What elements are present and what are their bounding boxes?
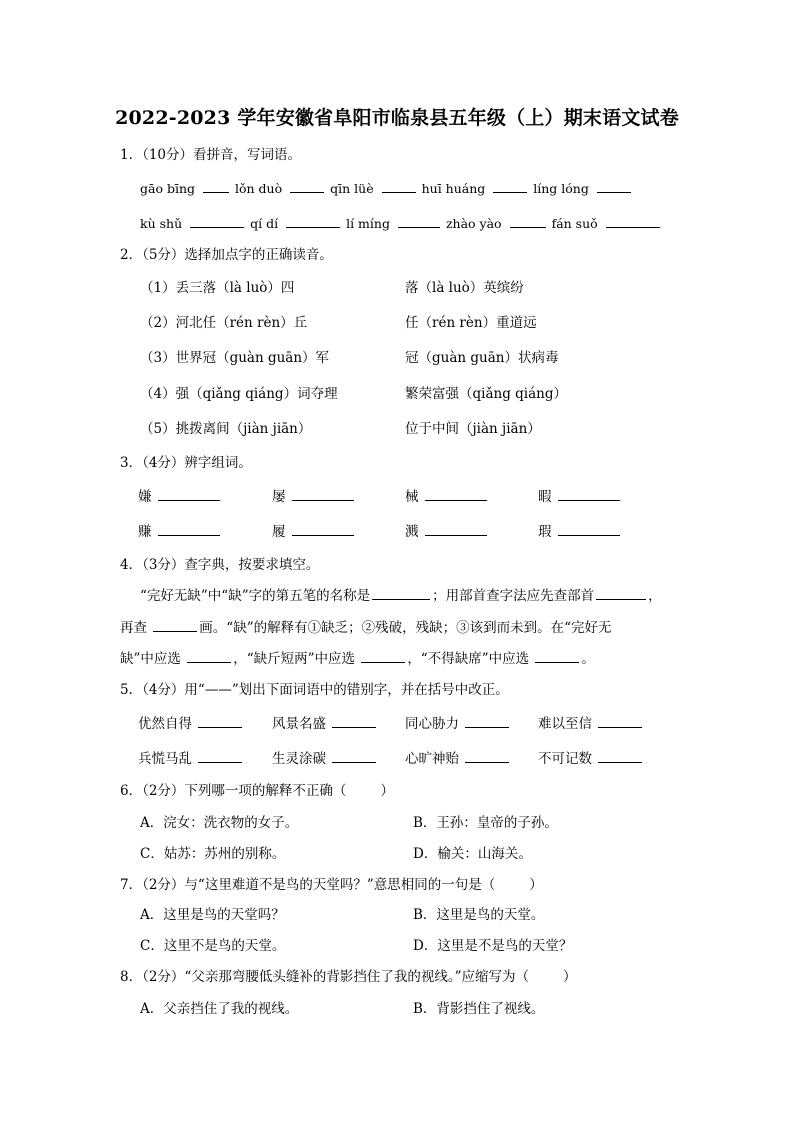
char: 械 <box>405 489 419 505</box>
question-6-stem <box>120 781 394 801</box>
option-a[interactable]: A．父亲挡住了我的视线。 <box>140 1001 299 1017</box>
question-2-item-right: 落（là luò）英缤纷 <box>405 280 524 296</box>
idiom-item <box>138 748 244 769</box>
idiom: 同心胁力 <box>405 716 459 732</box>
text: 7．（2分）与“这里难道不是鸟的天堂吗？”意思相同的一句是（ <box>120 877 496 893</box>
text: ，“缺斤短两”中应选 <box>233 651 356 667</box>
pinyin: lǒn duò <box>235 181 283 196</box>
answer-blank[interactable] <box>153 617 197 632</box>
question-1-stem: 1．（10分）看拼音，写词语。 <box>120 147 302 163</box>
text: 8．（2分）“父亲那弯腰低头缝补的背影挡住了我的视线。”应缩写为（ <box>120 969 529 985</box>
question-2-item-right: 冠（guàn guān）状病毒 <box>405 350 559 366</box>
pinyin: huī huáng <box>421 181 486 196</box>
answer-blank[interactable] <box>493 178 527 193</box>
question-3-stem: 3．（4分）辨字组词。 <box>120 455 252 471</box>
question-4-line-3 <box>120 648 595 669</box>
question-5-stem: 5．（4分）用“——”划出下面词语中的错别字，并在括号中改正。 <box>120 682 509 698</box>
idiom: 不可记数 <box>538 751 592 767</box>
question-4-stem: 4．（3分）查字典，按要求填空。 <box>120 557 320 573</box>
option-b[interactable]: B．背影挡住了视线。 <box>413 1001 545 1017</box>
answer-blank[interactable] <box>203 178 229 193</box>
answer-blank[interactable] <box>198 748 242 763</box>
question-2-item-left: （3）世界冠（guàn guān）军 <box>140 350 330 366</box>
text: 缺”中应选 <box>120 651 181 667</box>
char: 屡 <box>272 489 286 505</box>
answer-blank[interactable] <box>597 178 631 193</box>
text: 画。“缺”的解释有①缺乏；②残破，残缺；③该到而未到。在“完好无 <box>199 620 612 636</box>
question-1-row-2 <box>140 213 662 234</box>
idiom: 优然自得 <box>138 716 192 732</box>
text: ） <box>529 877 543 893</box>
answer-blank[interactable] <box>332 713 376 728</box>
answer-blank[interactable] <box>198 713 242 728</box>
option-d[interactable]: D．榆关：山海关。 <box>413 846 532 862</box>
pinyin: qí dí <box>250 216 279 231</box>
question-1-row-1 <box>140 178 633 199</box>
answer-blank[interactable] <box>372 585 430 600</box>
answer-blank[interactable] <box>510 213 546 228</box>
answer-blank[interactable] <box>398 213 440 228</box>
pinyin: qīn lüè <box>330 181 374 196</box>
question-2-item-left: （5）挑拨离间（jiàn jiān） <box>140 421 312 437</box>
char-item <box>272 486 356 507</box>
answer-blank[interactable] <box>332 748 376 763</box>
question-2-item-right: 位于中间（jiàn jiān） <box>405 421 541 437</box>
option-d[interactable]: D．这里是不是鸟的天堂？ <box>413 938 573 954</box>
idiom-item <box>272 713 378 734</box>
option-c[interactable]: C．姑苏：苏州的别称。 <box>140 846 286 862</box>
char-item <box>538 486 622 507</box>
char: 瑕 <box>538 524 552 540</box>
answer-blank[interactable] <box>292 521 354 536</box>
answer-blank[interactable] <box>158 521 220 536</box>
text: “完好无缺”中“缺”字的第五笔的名称是 <box>140 588 371 604</box>
char: 嫌 <box>138 489 152 505</box>
pinyin: líng lóng <box>533 181 589 196</box>
text: ， <box>648 588 662 604</box>
question-4-line-1 <box>140 585 662 606</box>
answer-blank[interactable] <box>425 486 487 501</box>
answer-blank[interactable] <box>558 486 620 501</box>
answer-blank[interactable] <box>361 648 405 663</box>
text: ；用部首查字法应先查部首 <box>432 588 595 604</box>
option-a[interactable]: A．浣女：洗衣物的女子。 <box>140 815 299 831</box>
option-b[interactable]: B．王孙：皇帝的子孙。 <box>413 815 558 831</box>
text: 6．（2分）下列哪一项的解释不正确（ <box>120 783 347 799</box>
question-2-stem: 2．（5分）选择加点字的正确读音。 <box>120 247 333 263</box>
char: 溅 <box>405 524 419 540</box>
char-item <box>272 521 356 542</box>
question-7-stem <box>120 875 543 895</box>
question-2-item-right: 任（rén rèn）重道远 <box>405 315 537 331</box>
pinyin: fán suǒ <box>551 216 598 231</box>
answer-blank[interactable] <box>598 748 642 763</box>
option-a[interactable]: A．这里是鸟的天堂吗？ <box>140 907 285 923</box>
answer-blank[interactable] <box>158 486 220 501</box>
answer-blank[interactable] <box>190 213 244 228</box>
question-8-stem <box>120 967 576 987</box>
text: ） <box>562 969 577 985</box>
idiom-item <box>272 748 378 769</box>
answer-blank[interactable] <box>596 585 646 600</box>
text: ） <box>380 783 394 799</box>
option-c[interactable]: C．这里不是鸟的天堂。 <box>140 938 286 954</box>
answer-blank[interactable] <box>465 748 509 763</box>
idiom-item <box>538 713 644 734</box>
question-2-item-left: （4）强（qiǎng qiáng）词夺理 <box>140 386 338 402</box>
pinyin: zhào yào <box>445 216 502 231</box>
answer-blank[interactable] <box>382 178 416 193</box>
text: ，“不得缺席”中应选 <box>407 651 530 667</box>
idiom: 风景名盛 <box>272 716 326 732</box>
char: 暇 <box>538 489 552 505</box>
pinyin: lí míng <box>346 216 390 231</box>
char: 履 <box>272 524 286 540</box>
pinyin: kù shǔ <box>140 216 183 231</box>
char-item <box>138 486 222 507</box>
idiom: 生灵涂碳 <box>272 751 326 767</box>
text: 。 <box>581 651 595 667</box>
idiom-item <box>405 713 511 734</box>
idiom-item <box>538 748 644 769</box>
question-4-line-2 <box>120 617 612 638</box>
idiom-item <box>138 713 244 734</box>
page-title: 2022-2023 学年安徽省阜阳市临泉县五年级（上）期末语文试卷 <box>115 107 679 129</box>
answer-blank[interactable] <box>290 178 324 193</box>
idiom: 难以至信 <box>538 716 592 732</box>
char-item <box>405 486 489 507</box>
char-item <box>538 521 622 542</box>
idiom: 兵慌马乱 <box>138 751 192 767</box>
answer-blank[interactable] <box>558 521 620 536</box>
pinyin: gāo bīng <box>140 181 196 196</box>
question-2-item-left: （2）河北任（rén rèn）丘 <box>140 315 308 331</box>
char: 赚 <box>138 524 152 540</box>
char-item <box>138 521 222 542</box>
answer-blank[interactable] <box>286 213 340 228</box>
idiom-item <box>405 748 511 769</box>
text: 再查 <box>120 620 147 636</box>
char-item <box>405 521 489 542</box>
answer-blank[interactable] <box>465 713 509 728</box>
answer-blank[interactable] <box>535 648 579 663</box>
idiom: 心旷神贻 <box>405 751 459 767</box>
answer-blank[interactable] <box>598 713 642 728</box>
answer-blank[interactable] <box>292 486 354 501</box>
answer-blank[interactable] <box>425 521 487 536</box>
option-b[interactable]: B．这里是鸟的天堂。 <box>413 907 545 923</box>
question-2-item-right: 繁荣富强（qiǎng qiáng） <box>405 386 567 402</box>
question-2-item-left: （1）丢三落（là luò）四 <box>140 280 295 296</box>
answer-blank[interactable] <box>606 213 660 228</box>
answer-blank[interactable] <box>187 648 231 663</box>
